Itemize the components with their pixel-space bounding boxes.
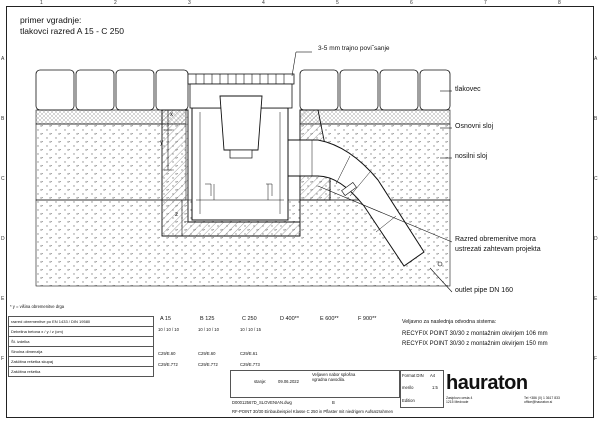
format-value: A4	[430, 373, 436, 378]
class-f900: F 900**	[358, 316, 377, 322]
outlet-pipe-label: outlet pipe DN 160	[455, 287, 513, 294]
item2-b: C29/E.772	[198, 362, 218, 367]
zone-row-b: B	[1, 116, 5, 122]
zone-row-d: D	[1, 236, 5, 242]
class-c250: C 250	[242, 316, 257, 322]
spec-row-dim: Sinolna dimenzija	[9, 347, 154, 357]
scale-value: 1:5	[432, 385, 438, 390]
zone-col-1: 1	[40, 0, 43, 6]
spec-table	[8, 316, 154, 377]
company-contact: Tel +386 (0) 1 3617 833 office@hauraton.si	[524, 396, 560, 404]
zone-row-d-right: D	[594, 236, 598, 242]
spec-row-thickness: Debelina betona x / y / z (cm)	[9, 327, 154, 337]
format-label: Format DIN	[402, 373, 424, 378]
company-address: Zasiplovo cesta 4 1215 Medvode	[446, 396, 473, 404]
class-b125: B 125	[200, 316, 215, 322]
zone-col-7: 7	[484, 0, 487, 6]
drawing-title-line2: tlakovci razred A 15 - C 250	[20, 26, 124, 36]
dimension-x-label: x	[170, 112, 173, 118]
zone-row-b-right: B	[594, 116, 598, 122]
dimension-z-label: z	[175, 212, 178, 218]
zone-col-4: 4	[262, 0, 265, 6]
spec-row-grate: Zaščitna rešetka	[9, 367, 154, 377]
validity-note: Veljaven nabor splošna vgradna navodila.	[312, 372, 356, 382]
bearing-layer-label: nosilni sloj	[455, 153, 488, 160]
drawing-title-line1: primer vgradnje:	[20, 15, 82, 25]
notes-line-1: RECYFIX POINT 30/30 z montažnim okvirjem 106 mm	[402, 331, 548, 337]
bucket	[220, 96, 262, 150]
thickness-c: 10 / 10 / 15	[240, 327, 261, 332]
zone-row-f-right: F	[594, 356, 598, 362]
scale-label: merilo	[402, 385, 414, 390]
paving-left	[36, 70, 188, 110]
thickness-a: 10 / 10 / 10	[158, 327, 179, 332]
zone-col-3: 3	[188, 0, 191, 6]
date-value: 09.06.2022	[278, 379, 299, 384]
paving-right	[300, 70, 450, 110]
date-label: stanje:	[254, 379, 267, 384]
gap-note-label: 3-5 mm trajno poviˇsanje	[318, 45, 390, 52]
class-a15: A 15	[160, 316, 172, 322]
item1-a: C29/E.60	[158, 351, 176, 356]
concrete-class-label-1: Razred obremenitve mora	[455, 236, 536, 243]
spec-row-item: Št. izdelka	[9, 337, 154, 347]
item2-c: C29/E.773	[240, 362, 260, 367]
doc-id: D00012567D_SLOVENIAN.dwg	[232, 400, 292, 405]
drawing-caption: RF-POINT 30/30 Einbaubeispiel Klasse C 250 in Pflaster mit niedrigem Aufsatzrahmen	[232, 409, 393, 414]
base-layer-right	[300, 110, 450, 124]
zone-row-a-right: A	[594, 56, 598, 62]
zone-row-c-right: C	[594, 176, 598, 182]
hauraton-logo: hauraton	[446, 372, 528, 394]
spec-row-grate-set: Zaščitna rešetka skupaj	[9, 357, 154, 367]
item1-b: C29/E.60	[198, 351, 216, 356]
zone-col-6: 6	[410, 0, 413, 6]
spec-row-class: razred obremenitve po EN 1433 / DIN 19580	[9, 317, 154, 327]
footnote: * y = višina obremenitve drga	[10, 304, 65, 309]
thickness-b: 10 / 10 / 10	[198, 327, 219, 332]
zone-col-5: 5	[336, 0, 339, 6]
zone-row-f: F	[1, 356, 5, 362]
zone-row-e: E	[1, 296, 5, 302]
sheet-letter: B	[332, 400, 335, 405]
zone-row-a: A	[1, 56, 5, 62]
notes-line-2: RECYFIX POINT 30/30 z montažnim okvirjem 150 mm	[402, 341, 548, 347]
edition-label: Edition	[402, 398, 415, 403]
zone-col-8: 8	[558, 0, 561, 6]
class-e600: E 600**	[320, 316, 339, 322]
base-layer-label: Osnovni sloj	[455, 123, 494, 130]
concrete-class-label-2: ustrezati zahtevam projekta	[455, 246, 541, 253]
zone-row-c: C	[1, 176, 5, 182]
dimension-y-label: y	[160, 140, 163, 146]
item1-c: C29/E.61	[240, 351, 258, 356]
item2-a: C29/E.772	[158, 362, 178, 367]
class-d400: D 400**	[280, 316, 299, 322]
notes-heading: Veljavno za naslednja odvodna sistema:	[402, 319, 497, 325]
zone-col-2: 2	[114, 0, 117, 6]
zone-row-e-right: E	[594, 296, 598, 302]
paving-label: tlakovec	[455, 86, 481, 93]
